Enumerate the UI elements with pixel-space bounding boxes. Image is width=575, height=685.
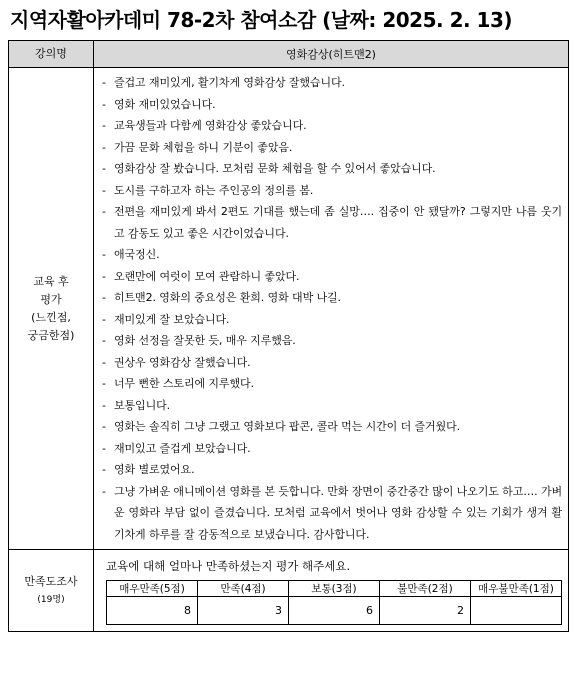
comment-item: - 오랜만에 여럿이 모여 관람하니 좋았다. bbox=[102, 266, 562, 288]
comment-item: - 영화는 솔직히 그냥 그랬고 영화보다 팝콘, 콜라 먹는 시간이 더 즐거웠다. bbox=[102, 416, 562, 438]
satisfaction-label-text: 만족도조사 bbox=[24, 574, 78, 588]
evaluation-label-line3: (느낀점, bbox=[31, 310, 71, 324]
comment-item: - 그냥 가벼운 애니메이션 영화를 본 듯합니다. 만화 장면이 중간중간 많이 나오기도 하고…. 가벼운 영화라 부담 없이 즐겼습니다. 모처럼 교육에서 벗어나 영화 감상할 수 있는 기회가 생겨 활기차게 하루를 잘 감동적으로 보냈습니다. 감사합니다. bbox=[102, 481, 562, 546]
satisfaction-col-satisfied: 만족(4점) bbox=[198, 581, 289, 597]
satisfaction-col-dissatisfied: 불만족(2점) bbox=[380, 581, 471, 597]
satisfaction-value-satisfied: 3 bbox=[198, 597, 289, 625]
comment-item: - 영화 별로였어요. bbox=[102, 459, 562, 481]
comment-item: - 전편을 재미있게 봐서 2편도 기대를 했는데 좀 실망…. 집중이 안 됐달까? 그렇지만 나름 웃기고 감동도 있고 좋은 시간이었습니다. bbox=[102, 201, 562, 244]
comment-item: - 교육생들과 다함께 영화감상 좋았습니다. bbox=[102, 115, 562, 137]
comment-item: - 재미있고 즐겁게 보았습니다. bbox=[102, 438, 562, 460]
comment-item: - 가끔 문화 체험을 하니 기분이 좋았음. bbox=[102, 137, 562, 159]
header-lecture-label: 강의명 bbox=[9, 41, 94, 68]
comment-item: - 영화감상 잘 봤습니다. 모처럼 문화 체험을 할 수 있어서 좋았습니다. bbox=[102, 158, 562, 180]
satisfaction-label bbox=[9, 550, 94, 632]
comment-item: - 너무 뻔한 스토리에 지루했다. bbox=[102, 373, 562, 395]
comment-item: - 영화 재미있었습니다. bbox=[102, 94, 562, 116]
satisfaction-table bbox=[106, 580, 562, 625]
comment-item: - 재미있게 잘 보았습니다. bbox=[102, 309, 562, 331]
evaluation-label-line2: 평가 bbox=[40, 292, 62, 306]
satisfaction-col-neutral: 보통(3점) bbox=[289, 581, 380, 597]
comment-item: - 영화 선정을 잘못한 듯, 매우 지루했음. bbox=[102, 330, 562, 352]
evaluation-comments-cell bbox=[94, 68, 569, 550]
comment-item: - 애국정신. bbox=[102, 244, 562, 266]
evaluation-label-line4: 궁금한점) bbox=[27, 328, 75, 342]
satisfaction-value-dissatisfied: 2 bbox=[380, 597, 471, 625]
evaluation-row bbox=[9, 68, 569, 550]
respondent-count: (19명) bbox=[37, 594, 65, 605]
evaluation-label-line1: 교육 후 bbox=[33, 274, 69, 288]
satisfaction-value-neutral: 6 bbox=[289, 597, 380, 625]
evaluation-label bbox=[9, 68, 94, 550]
satisfaction-col-very-dissatisfied: 매우불만족(1점) bbox=[471, 581, 562, 597]
comment-item: - 도시를 구하고자 하는 주인공의 정의를 봄. bbox=[102, 180, 562, 202]
satisfaction-value-very-satisfied: 8 bbox=[107, 597, 198, 625]
comment-item: - 히트맨2. 영화의 중요성은 환희. 영화 대박 나길. bbox=[102, 287, 562, 309]
comment-list bbox=[94, 68, 568, 549]
satisfaction-question: 교육에 대해 얼마나 만족하셨는지 평가 해주세요. bbox=[106, 559, 351, 573]
comment-item: - 보통입니다. bbox=[102, 395, 562, 417]
satisfaction-header-row bbox=[107, 581, 562, 597]
document-title: 지역자활아카데미 78-2차 참여소감 (날짜: 2025. 2. 13) bbox=[10, 8, 513, 32]
satisfaction-value-very-dissatisfied bbox=[471, 597, 562, 625]
satisfaction-cell bbox=[94, 550, 569, 632]
feedback-table bbox=[8, 40, 569, 632]
comment-item: - 즐겁고 재미있게, 활기차게 영화감상 잘했습니다. bbox=[102, 72, 562, 94]
satisfaction-col-very-satisfied: 매우만족(5점) bbox=[107, 581, 198, 597]
header-row bbox=[9, 41, 569, 68]
satisfaction-values-row bbox=[107, 597, 562, 625]
comment-item: - 권상우 영화감상 잘했습니다. bbox=[102, 352, 562, 374]
satisfaction-row bbox=[9, 550, 569, 632]
header-lecture-title: 영화감상(히트맨2) bbox=[94, 41, 569, 68]
